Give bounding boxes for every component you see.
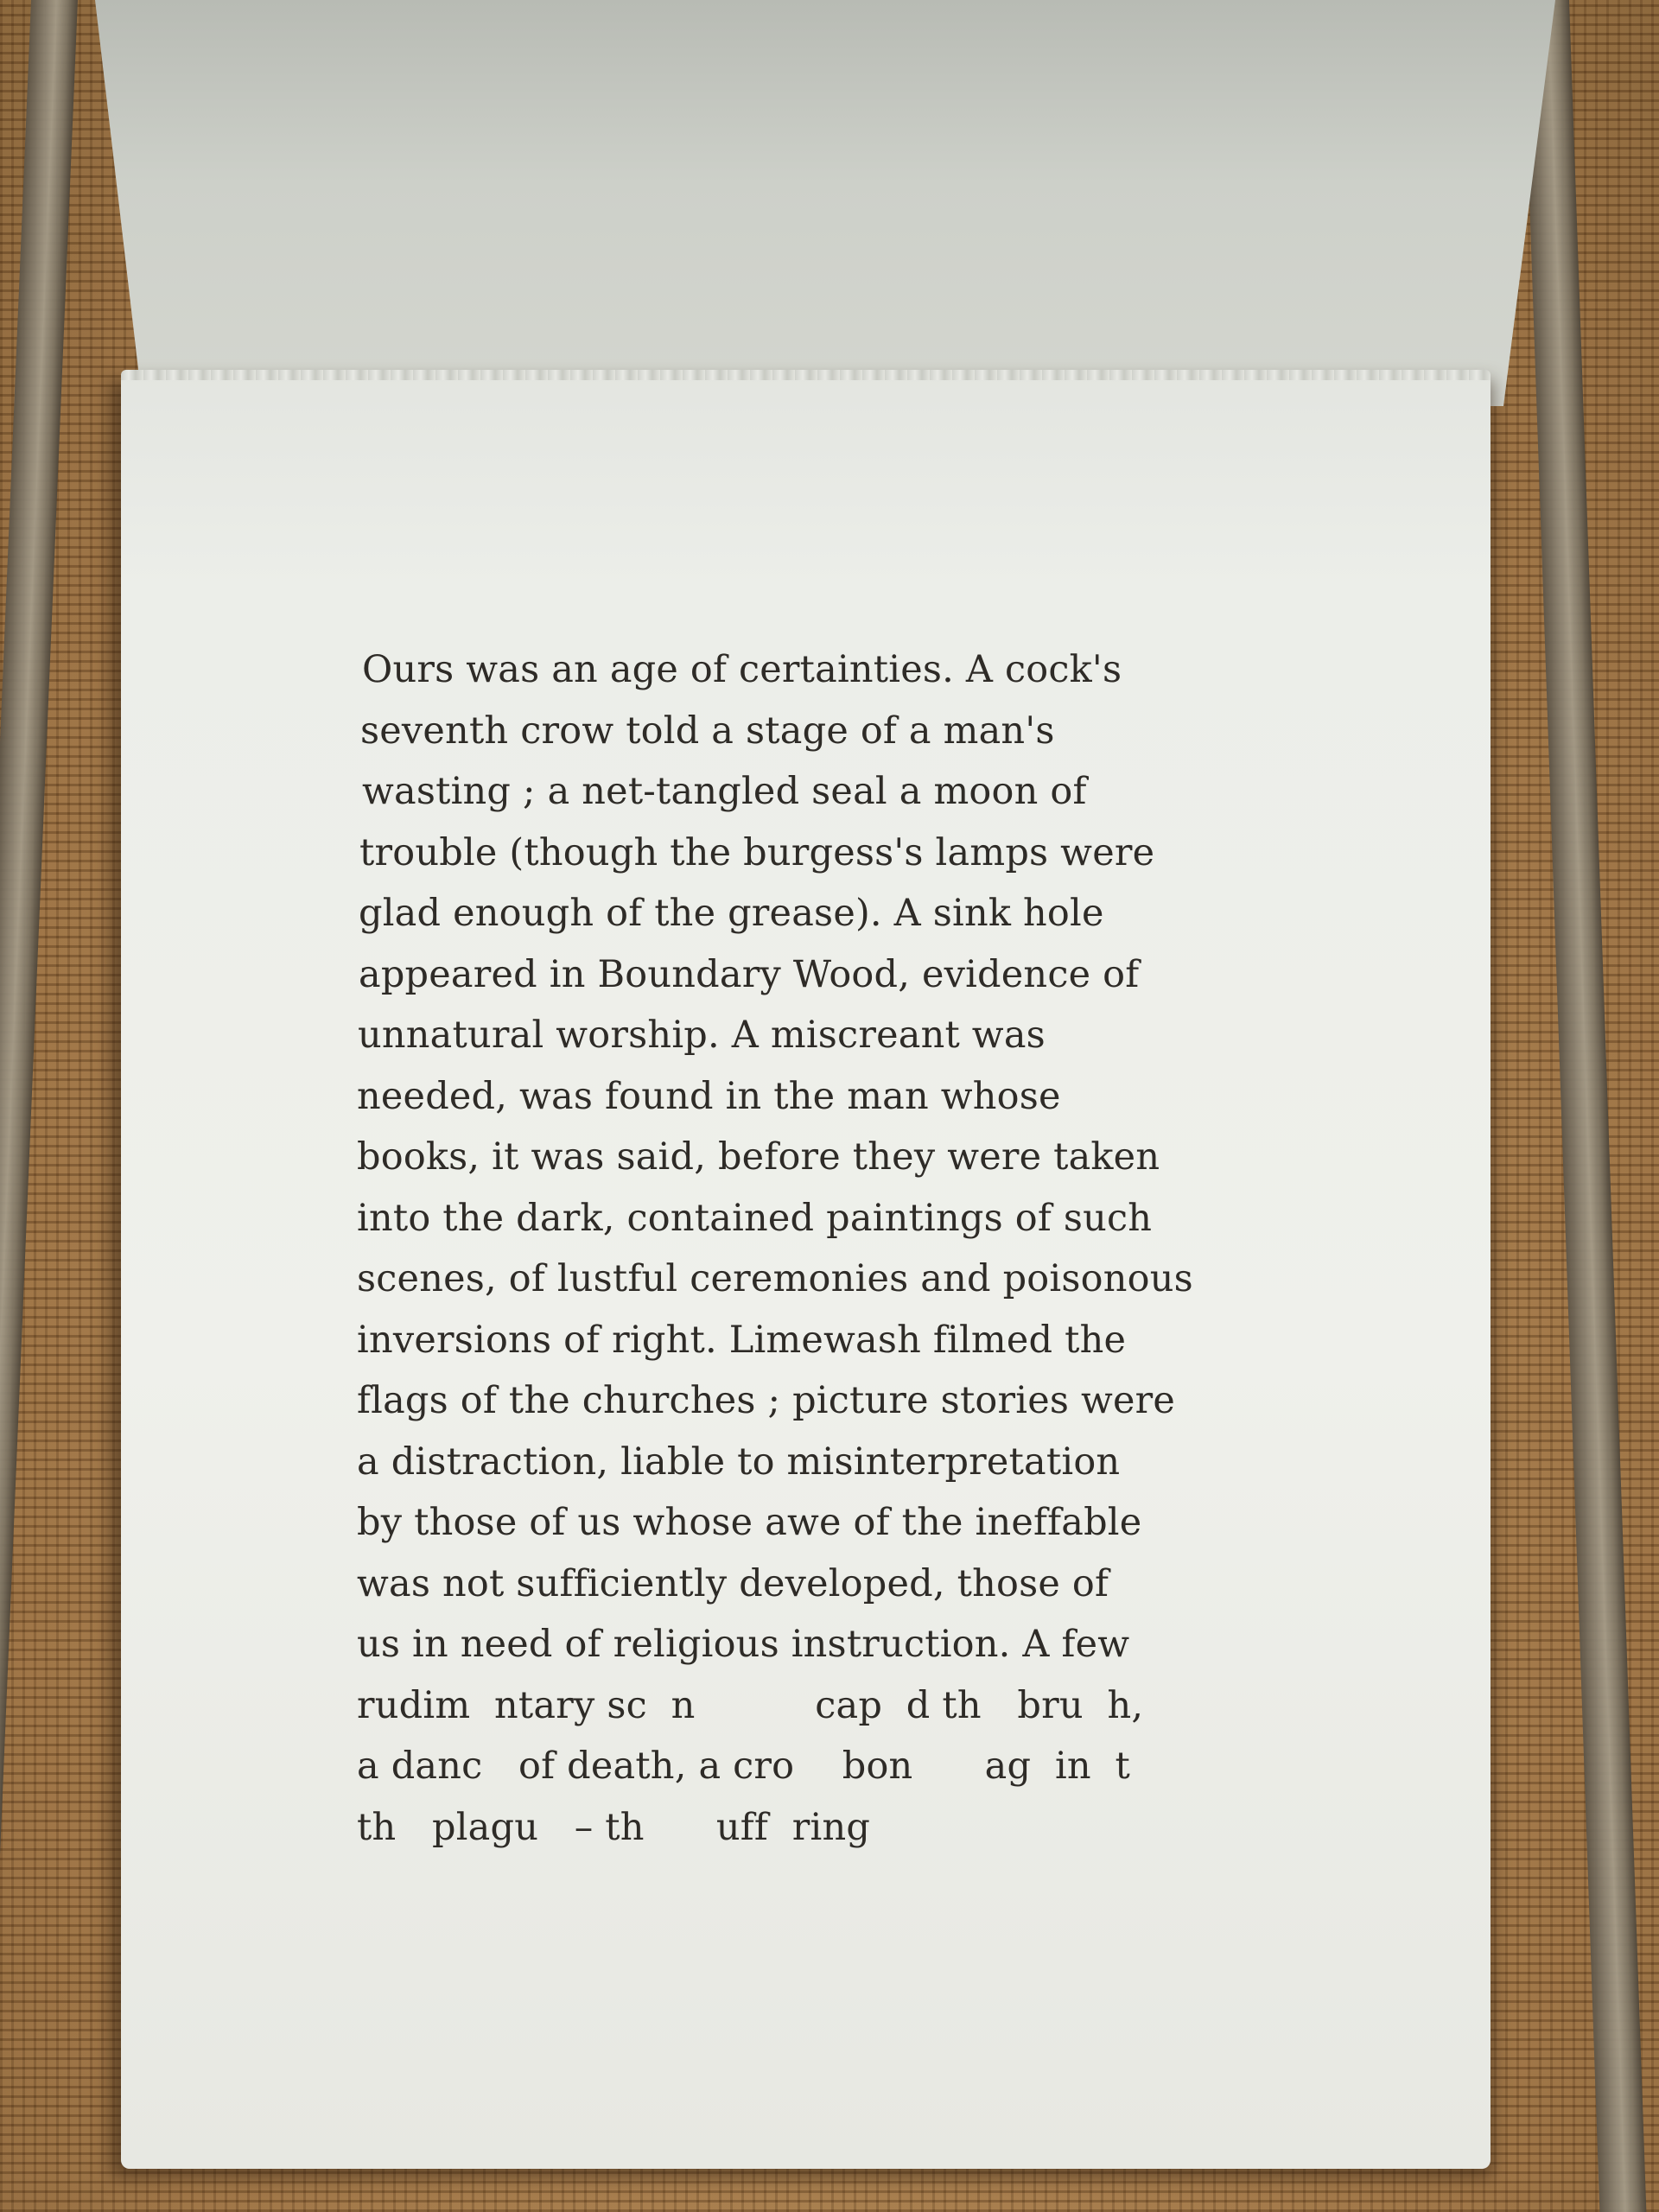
text-line: a danc of death, a cro bon ag in t [357, 1745, 1131, 1788]
text-line: needed, was found in the man whose [357, 1074, 1061, 1118]
text-line: unnatural worship. A miscreant was [358, 1014, 1046, 1057]
text-line: scenes, of lustful ceremonies and poisonous [357, 1257, 1193, 1300]
text-line: rudim ntary sc n cap d th bru h, [357, 1683, 1144, 1727]
ribbon-left [0, 0, 78, 2212]
text-line: th plagu – th uff ring [357, 1805, 871, 1849]
ribbon-right [1522, 0, 1646, 2212]
text-line: was not sufficiently developed, those of [357, 1561, 1109, 1605]
page-deckle-edge [121, 370, 1491, 380]
page-text [357, 639, 1333, 1858]
book-back-page [43, 0, 1581, 406]
text-line: by those of us whose awe of the ineffable [357, 1501, 1142, 1544]
text-line: us in need of religious instruction. A few [357, 1623, 1130, 1666]
text-line: appeared in Boundary Wood, evidence of [359, 952, 1140, 996]
text-line: seventh crow told a stage of a man's [360, 709, 1055, 753]
text-line: trouble (though the burgess's lamps were [359, 830, 1155, 874]
text-line: flags of the churches ; picture stories were [357, 1379, 1176, 1422]
text-line: Ours was an age of certainties. A cock's [362, 648, 1122, 691]
text-line: glad enough of the grease). A sink hole [359, 892, 1104, 935]
text-line: inversions of right. Limewash filmed the [357, 1318, 1127, 1362]
text-line: wasting ; a net-tangled seal a moon of [362, 770, 1087, 813]
text-line: into the dark, contained paintings of such [357, 1196, 1153, 1240]
text-line: a distraction, liable to misinterpretation [357, 1440, 1121, 1484]
text-line: books, it was said, before they were taken [357, 1135, 1160, 1179]
